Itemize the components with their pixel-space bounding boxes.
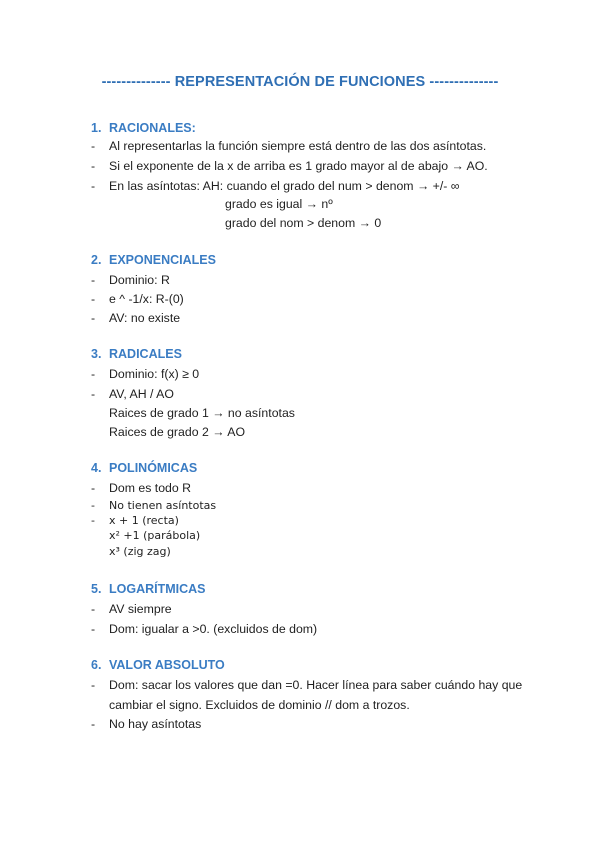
sub-line: x³ (zig zag) (109, 545, 171, 558)
section-number: 6. (91, 658, 102, 672)
page-title: -------------- REPRESENTACIÓN DE FUNCIONES -------------- (101, 74, 499, 90)
section-title: VALOR ABSOLUTO (109, 658, 225, 672)
list-item: - Dominio: R (91, 273, 170, 287)
section-heading-polinomicas (91, 461, 197, 475)
sub-line: grado es igual → nº (225, 197, 333, 211)
section-heading-logaritmicas (91, 582, 206, 596)
section-title: LOGARÍTMICAS (109, 582, 206, 596)
list-item: - x + 1 (recta) (91, 514, 179, 527)
section-number: 2. (91, 253, 102, 267)
list-item: - e ^ -1/x: R-(0) (91, 292, 184, 306)
list-item: - Dom: sacar los valores que dan =0. Hacer línea para saber cuándo hay que (91, 678, 523, 692)
list-item: - Si el exponente de la x de arriba es 1 grado mayor al de abajo → AO. (91, 159, 488, 173)
section-heading-racionales (91, 121, 196, 135)
section-number: 1. (91, 121, 102, 135)
list-item: - No hay asíntotas (91, 717, 202, 731)
sub-line: x² +1 (parábola) (109, 529, 201, 542)
section-title: EXPONENCIALES (109, 253, 216, 267)
section-title: RADICALES (109, 347, 182, 361)
sub-line: grado del nom > denom → 0 (225, 216, 382, 230)
list-item: - Al representarlas la función siempre está dentro de las dos asíntotas. (91, 139, 487, 153)
list-item: - No tienen asíntotas (91, 499, 217, 512)
list-item: - Dominio: f(x) ≥ 0 (91, 367, 200, 381)
section-number: 4. (91, 461, 102, 475)
section-number: 5. (91, 582, 102, 596)
section-title: POLINÓMICAS (109, 461, 198, 475)
list-item: - AV: no existe (91, 311, 181, 325)
list-item: - Dom es todo R (91, 481, 192, 495)
sub-line: cambiar el signo. Excluidos de dominio // dom a trozos. (109, 698, 410, 712)
section-number: 3. (91, 347, 102, 361)
sub-line: Raices de grado 1 → no asíntotas (109, 406, 295, 420)
section-heading-valor-absoluto (91, 658, 225, 672)
section-heading-exponenciales (91, 253, 216, 267)
section-heading-radicales (91, 347, 182, 361)
section-title: RACIONALES: (109, 121, 196, 135)
list-item: - AV siempre (91, 602, 172, 616)
list-item: - Dom: igualar a >0. (excluidos de dom) (91, 622, 318, 636)
list-item: - En las asíntotas: AH: cuando el grado del num > denom → +/- ∞ (91, 179, 460, 193)
sub-line: Raices de grado 2 → AO (109, 425, 246, 439)
list-item: - AV, AH / AO (91, 387, 174, 401)
